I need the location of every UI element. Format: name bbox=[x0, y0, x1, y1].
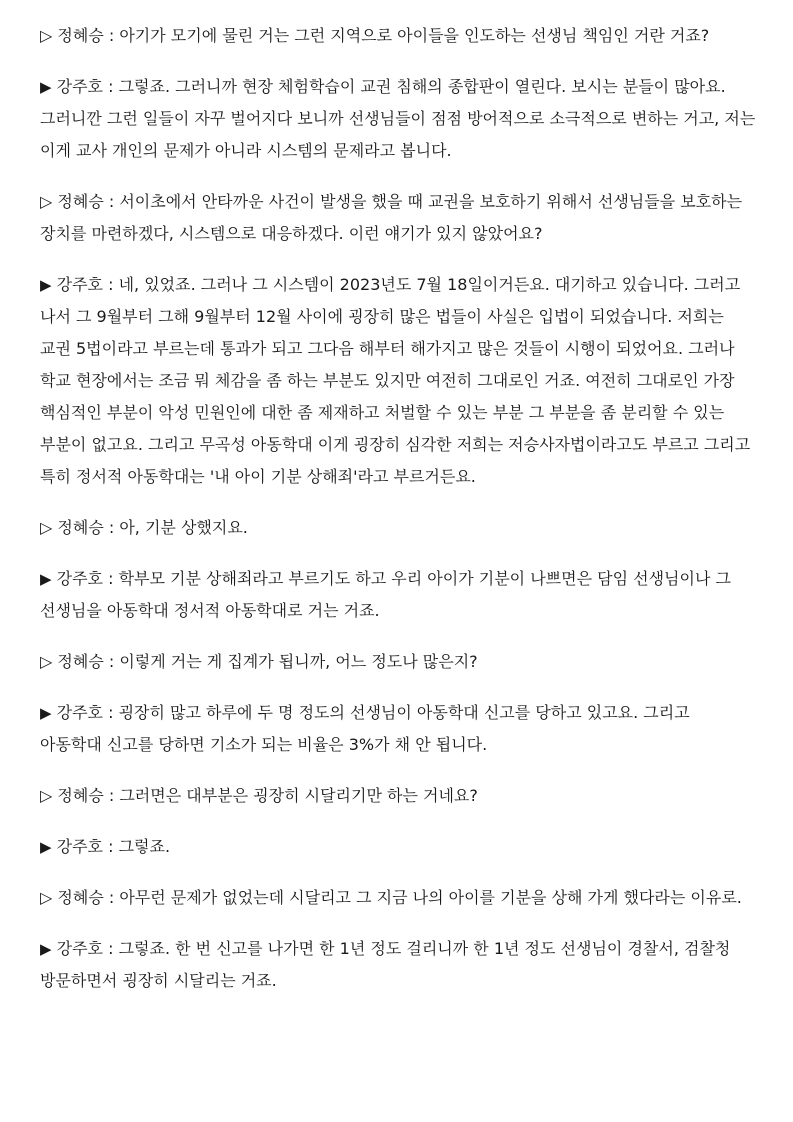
speaker-name: 강주호 bbox=[56, 837, 104, 856]
host-marker-icon: ▷ bbox=[40, 652, 53, 671]
speaker-name: 강주호 bbox=[56, 939, 104, 958]
speaker-name: 정혜승 bbox=[57, 192, 104, 211]
speaker-name: 강주호 bbox=[56, 275, 104, 294]
speaker-name: 정혜승 bbox=[57, 786, 104, 805]
utterance-text: 그렇죠. 한 번 신고를 나가면 한 1년 정도 걸리니까 한 1년 정도 선생님이 경찰서, 검찰청 방문하면서 굉장히 시달리는 거죠. bbox=[40, 939, 731, 990]
speaker-name: 강주호 bbox=[56, 569, 104, 588]
guest-marker-icon: ▶ bbox=[40, 838, 52, 856]
guest-marker-icon: ▶ bbox=[40, 704, 52, 722]
transcript-paragraph: ▷ 정혜승 : 이렇게 거는 게 집계가 됩니까, 어느 정도나 많은지? bbox=[40, 652, 478, 671]
host-marker-icon: ▷ bbox=[40, 786, 53, 805]
guest-marker-icon: ▶ bbox=[40, 276, 52, 294]
transcript-page bbox=[40, 20, 756, 1016]
transcript-paragraph: ▷ 정혜승 : 서이초에서 안타까운 사건이 발생을 했을 때 교권을 보호하기 위해서 선생님들을 보호하는 장치를 마련하겠다, 시스템으로 대응하겠다. 이런 얘기가 있지 않았어요? bbox=[40, 192, 743, 243]
transcript-paragraph: ▷ 정혜승 : 아무런 문제가 없었는데 시달리고 그 지금 나의 아이를 기분을 상해 가게 했다라는 이유로. bbox=[40, 888, 742, 907]
guest-marker-icon: ▶ bbox=[40, 78, 52, 96]
utterance-text: 아무런 문제가 없었는데 시달리고 그 지금 나의 아이를 기분을 상해 가게 했다라는 이유로. bbox=[119, 888, 742, 907]
utterance-text: 아기가 모기에 물린 거는 그런 지역으로 아이들을 인도하는 선생님 책임인 거란 거죠? bbox=[119, 26, 710, 45]
transcript-paragraph: ▶ 강주호 : 그렇죠. 한 번 신고를 나가면 한 1년 정도 걸리니까 한 1년 정도 선생님이 경찰서, 검찰청 방문하면서 굉장히 시달리는 거죠. bbox=[40, 939, 731, 990]
utterance-text: 그렇죠. 그러니까 현장 체험학습이 교권 침해의 종합판이 열린다. 보시는 분들이 많아요. 그러니깐 그런 일들이 자꾸 벌어지다 보니까 선생님들이 점점 방어적으로 소극적으로 변하는 거고, 저는 이게 교사 개인의 문제가 아니라 시스템의 문제라고 봅니다. bbox=[40, 77, 756, 160]
utterance-text: 이렇게 거는 게 집계가 됩니까, 어느 정도나 많은지? bbox=[119, 652, 478, 671]
host-marker-icon: ▷ bbox=[40, 26, 53, 45]
utterance-text: 네, 있었죠. 그러나 그 시스템이 2023년도 7월 18일이거든요. 대기하고 있습니다. 그러고 나서 그 9월부터 그해 9월부터 12월 사이에 굉장히 많은 법들이 사실은 입법이 되었습니다. 저희는 교권 5법이라고 부르는데 통과가 되고 그다음 해부터 해가지고 많은 것들이 시행이 되었어요. 그러나 학교 현장에서는 조금 뭐 체감을 좀 하는 부분도 있지만 여전히 그대로인 거죠. 여전히 그대로인 가장 핵심적인 부분이 악성 민원인에 대한 좀 제재하고 처벌할 수 있는 부분 그 부분을 좀 분리할 수 있는 부분이 없고요. 그리고 무곡성 아동학대 이게 굉장히 심각한 저희는 저승사자법이라고도 부르고 그리고 특히 정서적 아동학대는 '내 아이 기분 상해죄'라고 부르거든요. bbox=[40, 275, 751, 486]
speaker-name: 정혜승 bbox=[57, 26, 104, 45]
host-marker-icon: ▷ bbox=[40, 518, 53, 537]
utterance-text: 그렇죠. bbox=[118, 837, 171, 856]
transcript-paragraph: ▶ 강주호 : 굉장히 많고 하루에 두 명 정도의 선생님이 아동학대 신고를 당하고 있고요. 그리고 아동학대 신고를 당하면 기소가 되는 비율은 3%가 채 안 됩니다. bbox=[40, 703, 690, 754]
transcript-paragraph: ▶ 강주호 : 학부모 기분 상해죄라고 부르기도 하고 우리 아이가 기분이 나쁘면은 담임 선생님이나 그 선생님을 아동학대 정서적 아동학대로 거는 거죠. bbox=[40, 569, 731, 620]
utterance-text: 아, 기분 상했지요. bbox=[119, 518, 248, 537]
speaker-name: 정혜승 bbox=[57, 652, 104, 671]
speaker-name: 정혜승 bbox=[57, 518, 104, 537]
guest-marker-icon: ▶ bbox=[40, 570, 52, 588]
utterance-text: 학부모 기분 상해죄라고 부르기도 하고 우리 아이가 기분이 나쁘면은 담임 선생님이나 그 선생님을 아동학대 정서적 아동학대로 거는 거죠. bbox=[40, 569, 731, 620]
utterance-text: 서이초에서 안타까운 사건이 발생을 했을 때 교권을 보호하기 위해서 선생님들을 보호하는 장치를 마련하겠다, 시스템으로 대응하겠다. 이런 얘기가 있지 않았어요? bbox=[40, 192, 743, 243]
transcript-paragraph: ▶ 강주호 : 그렇죠. 그러니까 현장 체험학습이 교권 침해의 종합판이 열린다. 보시는 분들이 많아요. 그러니깐 그런 일들이 자꾸 벌어지다 보니까 선생님들이 점점 방어적으로 소극적으로 변하는 거고, 저는 이게 교사 개인의 문제가 아니라 시스템의 문제라고 봅니다. bbox=[40, 77, 756, 160]
speaker-name: 강주호 bbox=[56, 703, 104, 722]
transcript-paragraph: ▷ 정혜승 : 아기가 모기에 물린 거는 그런 지역으로 아이들을 인도하는 선생님 책임인 거란 거죠? bbox=[40, 26, 710, 45]
host-marker-icon: ▷ bbox=[40, 192, 53, 211]
speaker-name: 정혜승 bbox=[57, 888, 104, 907]
speaker-name: 강주호 bbox=[56, 77, 104, 96]
transcript-paragraph: ▶ 강주호 : 그렇죠. bbox=[40, 837, 171, 856]
utterance-text: 그러면은 대부분은 굉장히 시달리기만 하는 거네요? bbox=[119, 786, 478, 805]
transcript-paragraph: ▷ 정혜승 : 아, 기분 상했지요. bbox=[40, 518, 248, 537]
utterance-text: 굉장히 많고 하루에 두 명 정도의 선생님이 아동학대 신고를 당하고 있고요. 그리고 아동학대 신고를 당하면 기소가 되는 비율은 3%가 채 안 됩니다. bbox=[40, 703, 690, 754]
guest-marker-icon: ▶ bbox=[40, 940, 52, 958]
transcript-paragraph: ▶ 강주호 : 네, 있었죠. 그러나 그 시스템이 2023년도 7월 18일이거든요. 대기하고 있습니다. 그러고 나서 그 9월부터 그해 9월부터 12월 사이에 굉장히 많은 법들이 사실은 입법이 되었습니다. 저희는 교권 5법이라고 부르는데 통과가 되고 그다음 해부터 해가지고 많은 것들이 시행이 되었어요. 그러나 학교 현장에서는 조금 뭐 체감을 좀 하는 부분도 있지만 여전히 그대로인 거죠. 여전히 그대로인 가장 핵심적인 부분이 악성 민원인에 대한 좀 제재하고 처벌할 수 있는 부분 그 부분을 좀 분리할 수 있는 부분이 없고요. 그리고 무곡성 아동학대 이게 굉장히 심각한 저희는 저승사자법이라고도 부르고 그리고 특히 정서적 아동학대는 '내 아이 기분 상해죄'라고 부르거든요. bbox=[40, 275, 751, 486]
transcript-paragraph: ▷ 정혜승 : 그러면은 대부분은 굉장히 시달리기만 하는 거네요? bbox=[40, 786, 478, 805]
host-marker-icon: ▷ bbox=[40, 888, 53, 907]
